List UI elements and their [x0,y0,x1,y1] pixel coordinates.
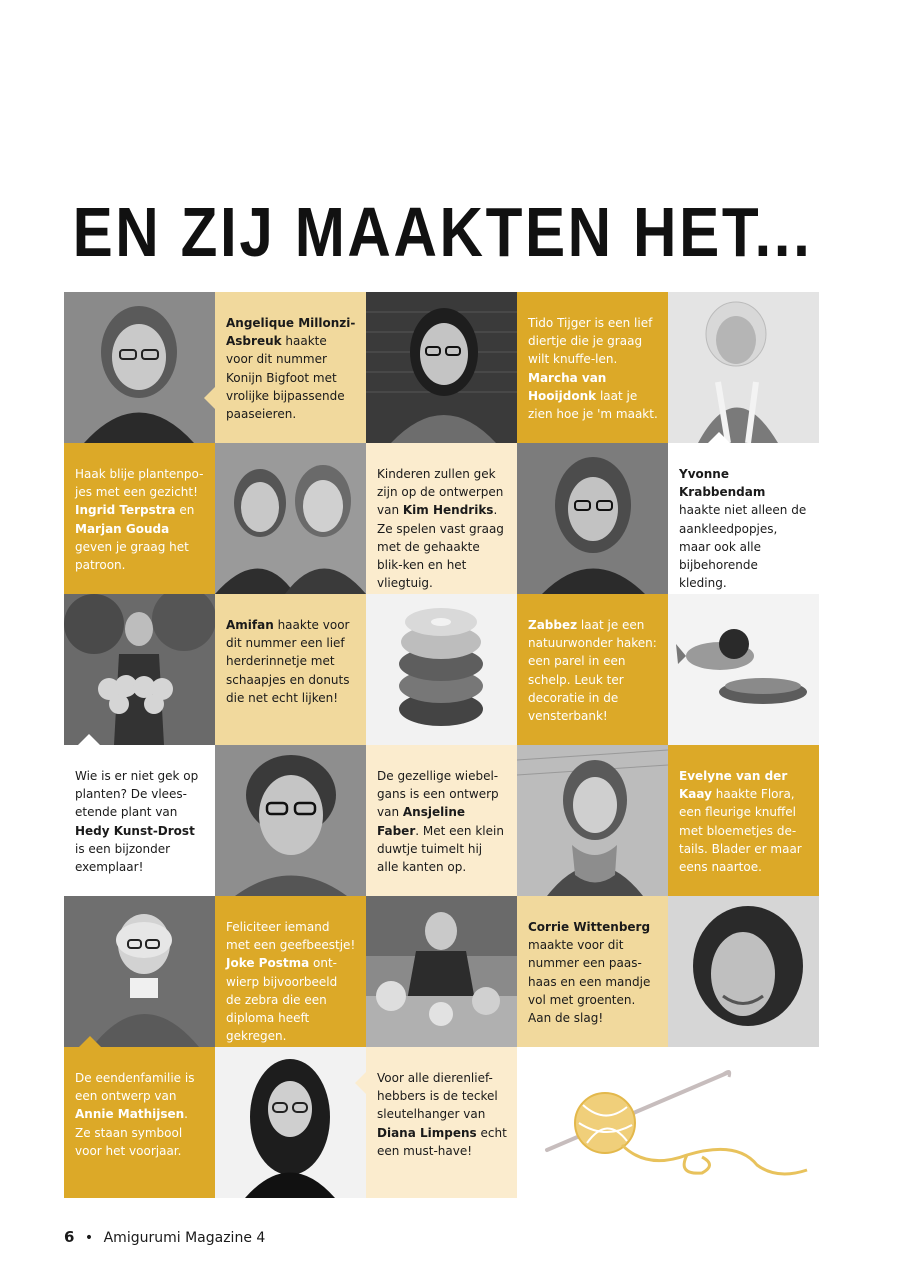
designer-name: Zabbez [528,618,578,632]
portrait-photo [215,745,366,896]
portrait-photo [517,443,668,594]
designer-name: Corrie Wittenberg [528,920,651,934]
designer-name: Marjan Gouda [75,521,170,536]
yarn-ball-hook-illustration [517,1045,819,1196]
caption-text: De eendenfamilie is een ontwerp van [75,1071,195,1104]
page-number: 6 [64,1228,75,1246]
caption-text: Haak blije plantenpo-jes met een gezicht! [75,467,204,500]
caption-text: haakte voor dit nummer een lief herderinnetje met schaapjes en donuts die net echt lijken! [226,618,350,705]
portrait-photo [366,896,517,1047]
caption-text: maakte voor dit nummer een paas-haas en een mandje vol met groenten. Aan de slag! [528,938,651,1026]
text-block-c6 [215,594,366,745]
portrait-photo [64,292,215,443]
designer-name: Hedy Kunst-Drost [75,823,195,838]
designer-name: Yvonne Krabbendam [679,467,766,500]
caption-text: ont-wierp bijvoorbeeld de zebra die een diploma heeft gekregen. [226,956,338,1044]
caption-text: Wie is er niet gek op planten? De vlees-etende plant van [75,769,199,820]
text-block-c11 [215,896,366,1047]
designer-name: Marcha van Hooijdonk [528,370,607,403]
pointer-arrow [355,1072,366,1094]
designer-name: Amifan [226,618,274,632]
text-block-c9 [366,745,517,896]
portrait-photo [366,292,517,443]
magazine-name: Amigurumi Magazine 4 [103,1230,266,1246]
caption-text: . Ze spelen vast graag met de gehaakte blik-ken en het vliegtuig. [377,503,504,591]
designer-name: Joke Postma [226,956,310,971]
product-photo [366,594,517,745]
caption-text: De gezellige wiebel-gans is een ontwerp van [377,769,499,820]
text-block-c4 [366,443,517,594]
portrait-photo [64,594,215,745]
text-block-c3 [64,443,215,594]
caption-text: laat je een natuurwonder haken: een parel in een schelp. Leuk ter decoratie in de vensterbank! [528,618,657,724]
designer-name: Annie Mathijsen [75,1107,185,1122]
pointer-arrow [79,1036,101,1047]
caption-text: haakte voor dit nummer Konijn Bigfoot met vrolijke bijpassende paaseieren. [226,334,345,422]
text-block-c7 [517,594,668,745]
portrait-photo [668,292,819,443]
caption-text: haakte niet alleen de aankleedpopjes, maar ook alle bijbehorende kleding. [679,503,807,591]
pointer-arrow [204,387,215,409]
page-title: EN ZIJ MAAKTEN HET... [72,193,813,271]
page-footer [64,1228,265,1246]
portrait-photo [215,1047,366,1198]
portrait-photo [517,745,668,896]
designer-name: Ansjeline Faber [377,805,466,838]
pointer-arrow [78,734,100,745]
portrait-photo [64,896,215,1047]
caption-text: . Met een klein duwtje tuimelt hij alle kanten op. [377,823,504,875]
pointer-arrow [708,432,730,443]
caption-text: geven je graag het patroon. [75,539,189,573]
text-block-c14 [366,1047,517,1198]
caption-text: Voor alle dierenlief-hebbers is de teckel sleutelhanger van [377,1071,498,1122]
text-block-c2 [517,292,668,443]
caption-text: haakte Flora, een fleurige knuffel met bloemetjes de-tails. Blader er maar eens naartoe. [679,787,802,875]
portrait-photo [668,896,819,1047]
designer-name: Ingrid Terpstra [75,503,176,518]
portrait-photo [215,443,366,594]
text-block-c12 [517,896,668,1047]
text-block-c5 [668,443,819,594]
text-block-c8 [64,745,215,896]
caption-text: Feliciteer iemand met een geefbeestje! [226,920,356,953]
caption-text: en [175,503,195,518]
caption-text: is een bijzonder exemplaar! [75,841,171,875]
text-block-c10 [668,745,819,896]
text-block-c1 [215,292,366,443]
footer-bullet: • [84,1230,94,1246]
caption-text: Tido Tijger is een lief diertje die je graag wilt knuffe-len. [528,316,653,367]
caption-text: laat je zien hoe je 'm maakt. [528,388,658,422]
caption-text: echt een must-have! [377,1125,507,1158]
designer-name: Evelyne van der Kaay [679,769,788,802]
text-block-c13 [64,1047,215,1198]
designer-name: Diana Limpens [377,1125,477,1140]
caption-text: Kinderen zullen gek zijn op de ontwerpen van [377,467,504,518]
caption-text: . Ze staan symbool voor het voorjaar. [75,1107,188,1158]
designer-name: Angelique Millonzi-Asbreuk [226,316,356,349]
product-photo [668,594,819,745]
designer-name: Kim Hendriks [402,503,494,518]
